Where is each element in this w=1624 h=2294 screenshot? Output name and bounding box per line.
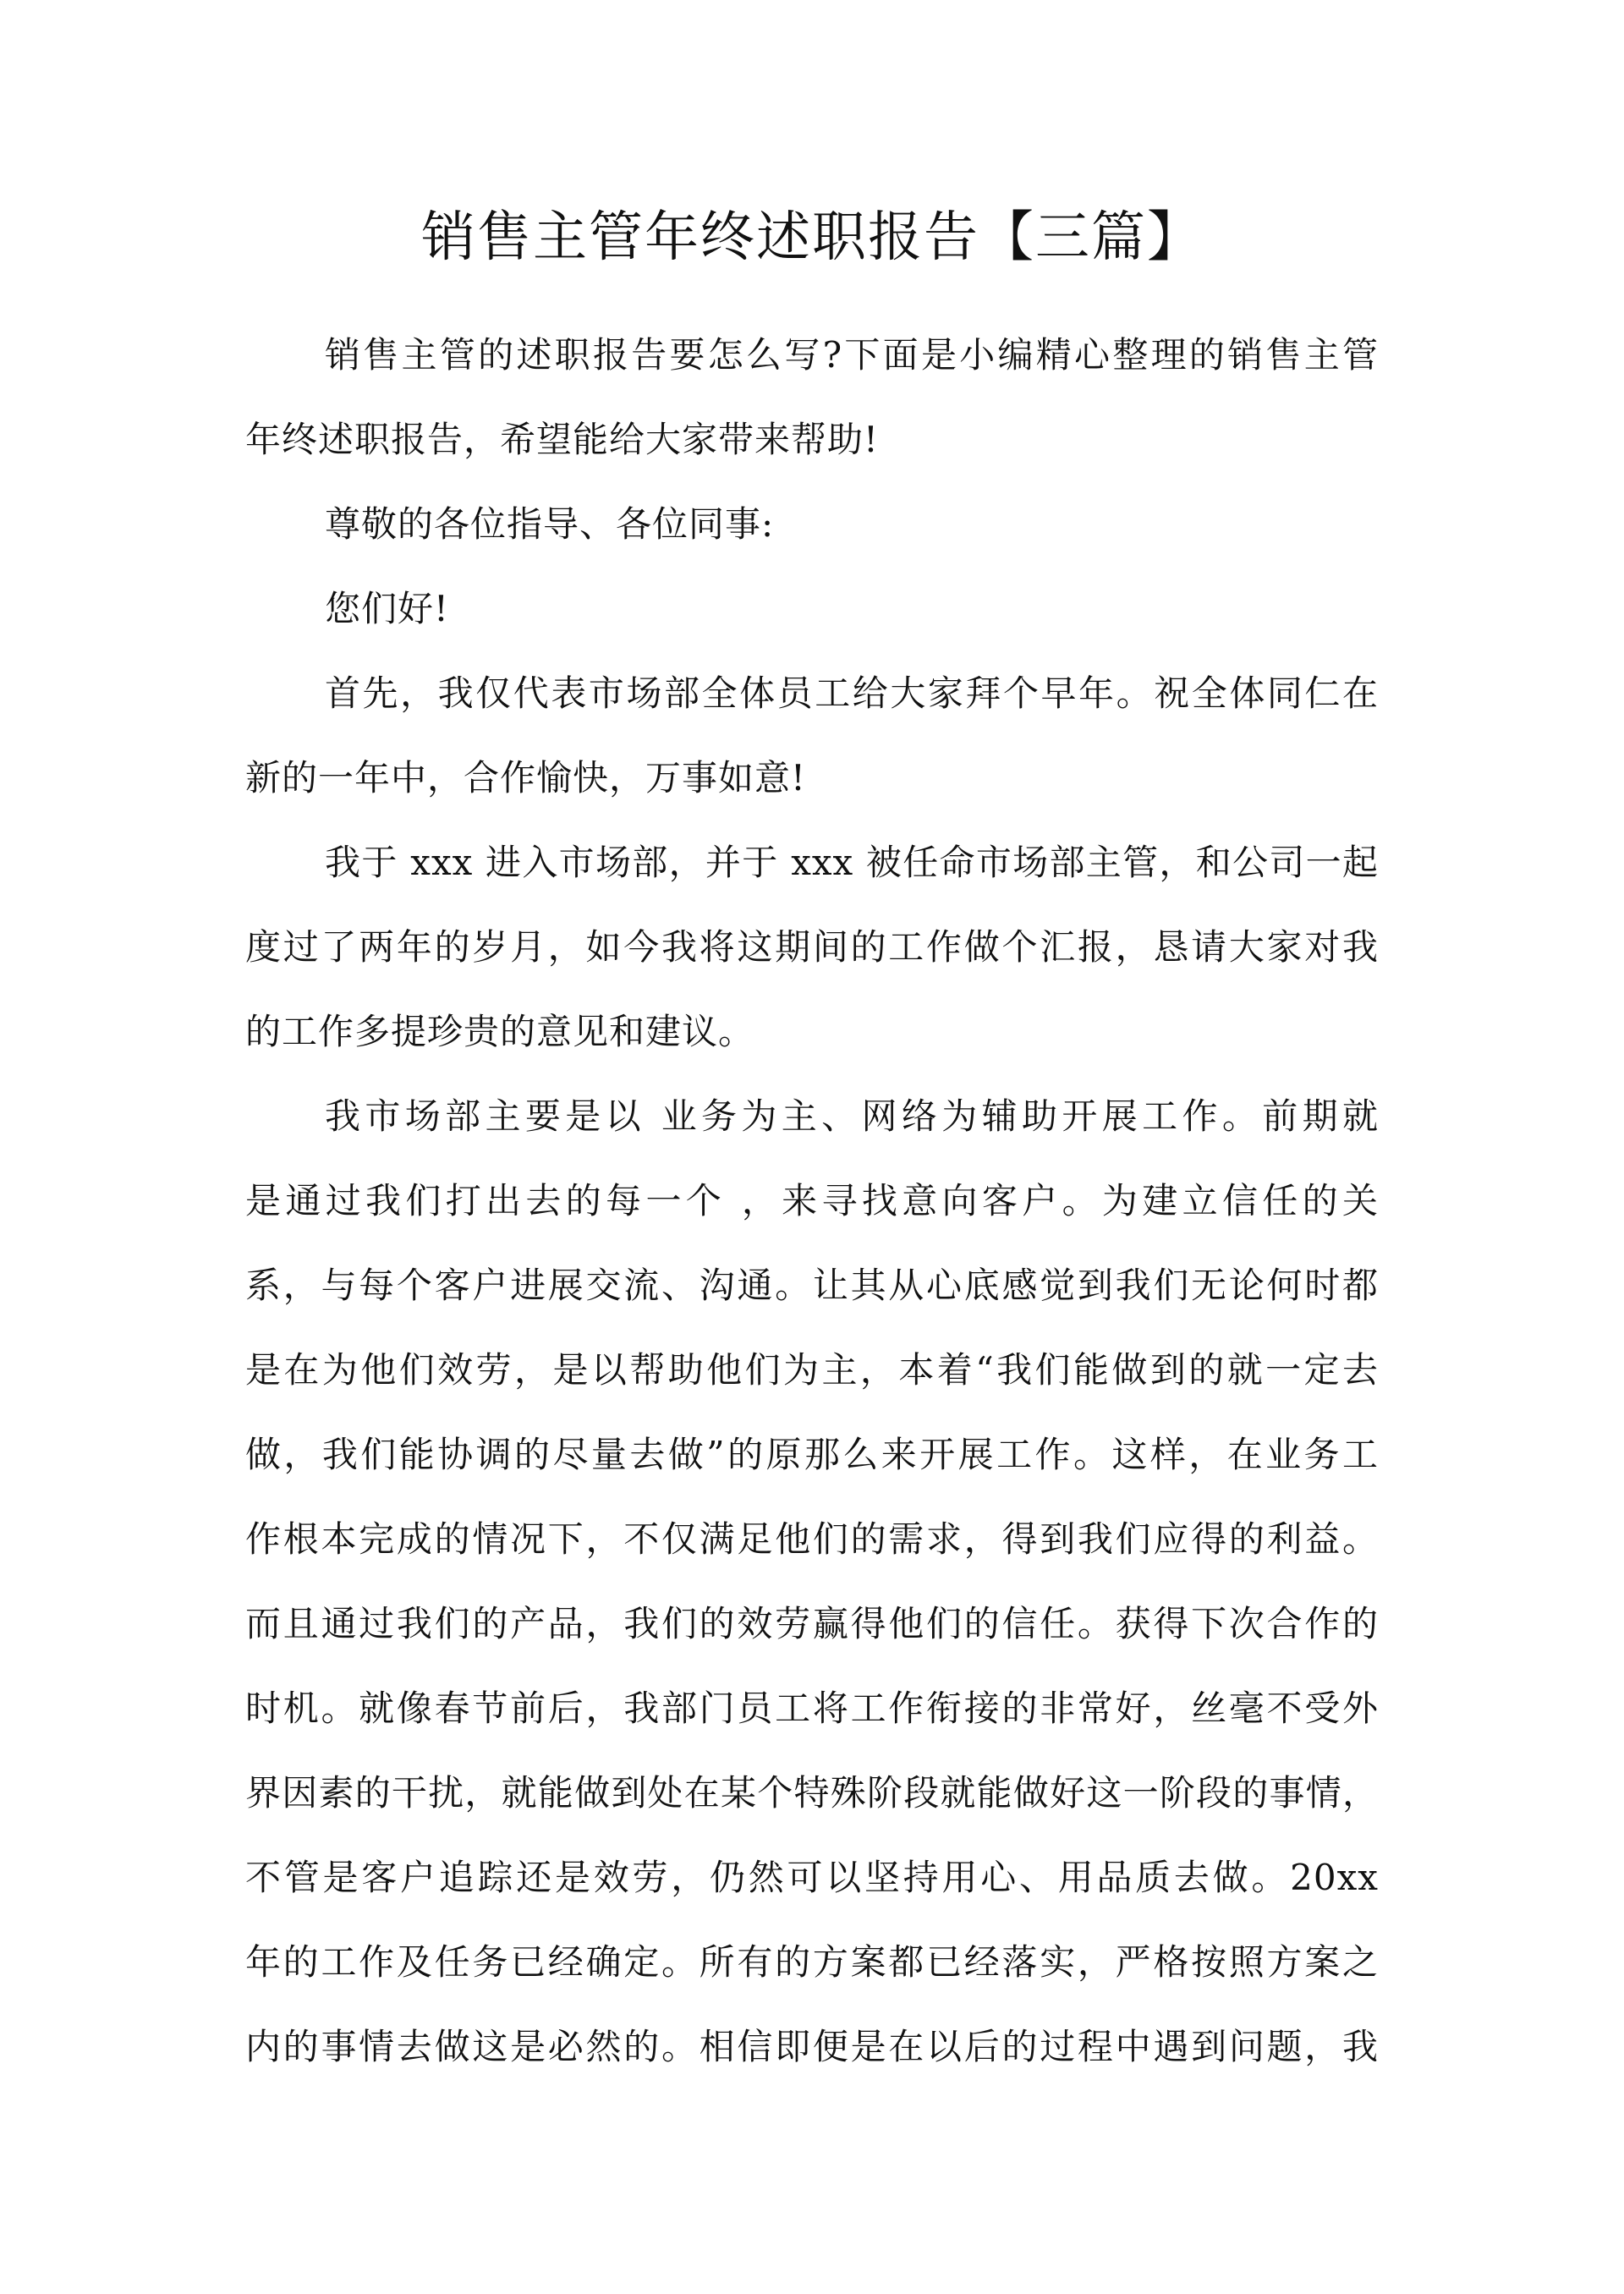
paragraph-line: 年的工作及任务已经确定。所有的方案都已经落实，严格按照方案之 <box>245 1941 1379 1983</box>
paragraph-line: 新的一年中，合作愉快，万事如意! <box>245 757 806 799</box>
paragraph-line: 销售主管的述职报告要怎么写?下面是小编精心整理的销售主管 <box>325 334 1379 376</box>
paragraph-line: 做，我们能协调的尽量去做”的原那么来开展工作。这样，在业务工 <box>245 1434 1379 1475</box>
paragraph-line: 您们好! <box>325 588 449 629</box>
paragraph-line: 作根本完成的情况下，不仅满足他们的需求，得到我们应得的利益。 <box>245 1518 1379 1560</box>
paragraph-line: 内的事情去做这是必然的。相信即便是在以后的过程中遇到问题，我 <box>245 2026 1379 2067</box>
paragraph-line: 是通过我们打出去的每一个 ，来寻找意向客户。为建立信任的关 <box>245 1180 1379 1221</box>
paragraph-line: 是在为他们效劳，是以帮助他们为主，本着“我们能做到的就一定去 <box>245 1349 1379 1391</box>
paragraph-line: 我市场部主要是以 业务为主、网络为辅助开展工作。前期就 <box>325 1095 1379 1137</box>
document-title: 销售主管年终述职报告【三篇】 <box>421 206 1203 269</box>
paragraph-line: 尊敬的各位指导、各位同事: <box>325 503 775 545</box>
paragraph-line: 界因素的干扰，就能做到处在某个特殊阶段就能做好这一阶段的事情， <box>245 1772 1379 1814</box>
paragraph-line: 我于 xxx 进入市场部，并于 xxx 被任命市场部主管，和公司一起 <box>325 842 1379 883</box>
paragraph-line: 时机。就像春节前后，我部门员工将工作衔接的非常好，丝毫不受外 <box>245 1688 1379 1729</box>
paragraph-line: 年终述职报告，希望能给大家带来帮助! <box>245 419 879 460</box>
paragraph-line: 不管是客户追踪还是效劳，仍然可以坚持用心、用品质去做。20xx <box>245 1857 1379 1898</box>
paragraph-line: 的工作多提珍贵的意见和建议。 <box>245 1011 755 1052</box>
paragraph-line: 度过了两年的岁月，如今我将这期间的工作做个汇报，恳请大家对我 <box>245 926 1379 968</box>
paragraph-line: 而且通过我们的产品，我们的效劳赢得他们的信任。获得下次合作的 <box>245 1603 1379 1644</box>
paragraph-line: 首先，我仅代表市场部全体员工给大家拜个早年。祝全体同仁在 <box>325 672 1379 714</box>
paragraph-line: 系，与每个客户进展交流、沟通。让其从心底感觉到我们无论何时都 <box>245 1265 1379 1306</box>
document-body <box>245 313 1379 2089</box>
